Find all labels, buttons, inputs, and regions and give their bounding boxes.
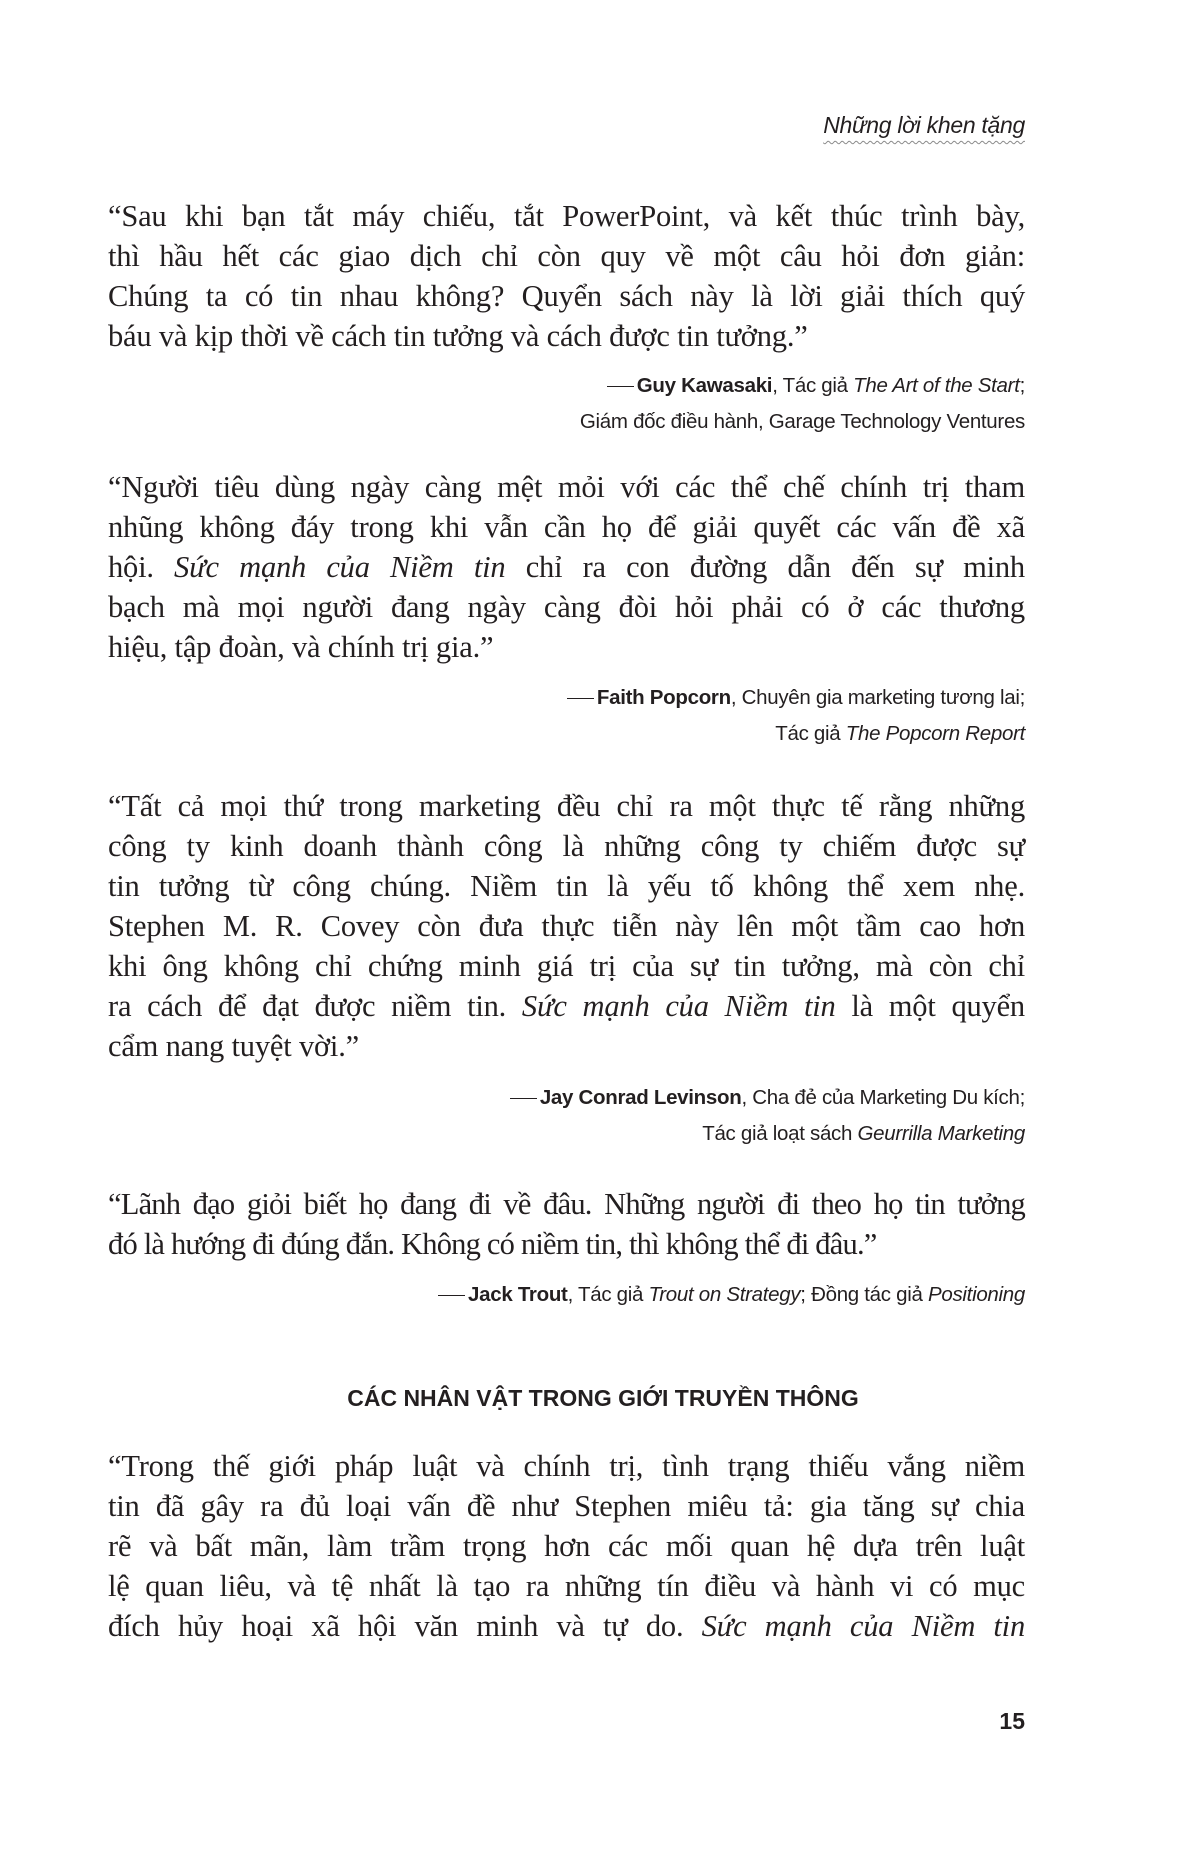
attribution-1: Guy Kawasaki, Tác giả The Art of the Start; Giám đốc điều hành, Garage Technology Ventures	[108, 368, 1025, 440]
page-number: 15	[999, 1708, 1025, 1734]
book-title: Sức mạnh của Niềm tin	[174, 550, 506, 584]
quote-text: “Người tiêu dùng ngày càng mệt mỏi với các thể chế chính trị tham nhũng không đáy trong khi vẫn cần họ để giải quyết các vấn đề xã hội. Sức mạnh của Niềm tin chỉ ra con đường dẫn đến sự minh bạch mà mọi người đang ngày càng đòi hỏi phải có ở các thương hiệu, tập đoàn, và chính trị gia.”	[108, 470, 1025, 664]
author-name: Guy Kawasaki	[636, 374, 773, 397]
running-head-title: Những lời khen tặng	[823, 112, 1025, 138]
author-name: Jack Trout	[468, 1283, 568, 1306]
quote-text: “Tất cả mọi thứ trong marketing đều chỉ ra một thực tế rằng những công ty kinh doanh thành công là những công ty chiếm được sự tin tưởng từ công chúng. Niềm tin là yếu tố không thể xem nhẹ. Stephen M. R. Covey còn đưa thực tiễn này lên một tầm cao hơn khi ông không chỉ chứng minh giá trị của sự tin tưởng, mà còn chỉ ra cách để đạt được niềm tin. Sức mạnh của Niềm tin là một quyển cẩm nang tuyệt vời.”	[108, 789, 1025, 1063]
em-dash-rule	[510, 1098, 537, 1099]
book-title: The Art of the Start	[853, 374, 1020, 397]
attribution-3: Jay Conrad Levinson, Cha đẻ của Marketing Du kích; Tác giả loạt sách Geurrilla Marketing	[108, 1080, 1025, 1152]
attribution-2: Faith Popcorn, Chuyên gia marketing tương lai; Tác giả The Popcorn Report	[108, 680, 1025, 752]
book-title: Sức mạnh của Niềm tin	[521, 989, 836, 1023]
testimonial-2	[108, 467, 1025, 667]
book-title: Positioning	[928, 1283, 1025, 1306]
testimonial-5	[108, 1446, 1025, 1646]
quote-text: “Trong thế giới pháp luật và chính trị, tình trạng thiếu vắng niềm tin đã gây ra đủ loại vấn đề như Stephen miêu tả: gia tăng sự chia rẽ và bất mãn, làm trầm trọng hơn các mối quan hệ dựa trên luật lệ quan liêu, và tệ nhất là tạo ra những tín điều và hành vi có mục đích hủy hoại xã hội văn minh và tự do. Sức mạnh của Niềm tin	[108, 1449, 1025, 1643]
em-dash-rule	[438, 1295, 465, 1296]
author-name: Faith Popcorn	[596, 686, 731, 709]
author-name: Jay Conrad Levinson	[539, 1086, 742, 1109]
testimonial-1	[108, 196, 1025, 356]
quote-text: “Lãnh đạo giỏi biết họ đang đi về đâu. Những người đi theo họ tin tưởng đó là hướng đi đúng đắn. Không có niềm tin, thì không thể đi đâu.”	[108, 1187, 1025, 1261]
testimonial-3	[108, 786, 1025, 1066]
attribution-4: Jack Trout, Tác giả Trout on Strategy; Đồng tác giả Positioning	[108, 1277, 1025, 1313]
section-heading: CÁC NHÂN VẬT TRONG GIỚI TRUYỀN THÔNG	[347, 1385, 859, 1411]
book-title: Geurrilla Marketing	[857, 1122, 1025, 1145]
testimonial-4	[108, 1184, 1025, 1264]
book-title: The Popcorn Report	[845, 722, 1025, 745]
author-role: Giám đốc điều hành, Garage Technology Ventures	[579, 410, 1025, 433]
em-dash-rule	[607, 386, 634, 387]
em-dash-rule	[567, 698, 594, 699]
book-title: Sức mạnh của Niềm tin	[701, 1609, 1025, 1643]
book-title: Trout on Strategy	[648, 1283, 801, 1306]
quote-text: “Sau khi bạn tắt máy chiếu, tắt PowerPoint, và kết thúc trình bày, thì hầu hết các giao dịch chỉ còn quy về một câu hỏi đơn giản: Chúng ta có tin nhau không? Quyển sách này là lời giải thích quý báu và kịp thời về cách tin tưởng và cách được tin tưởng.”	[108, 199, 1025, 353]
